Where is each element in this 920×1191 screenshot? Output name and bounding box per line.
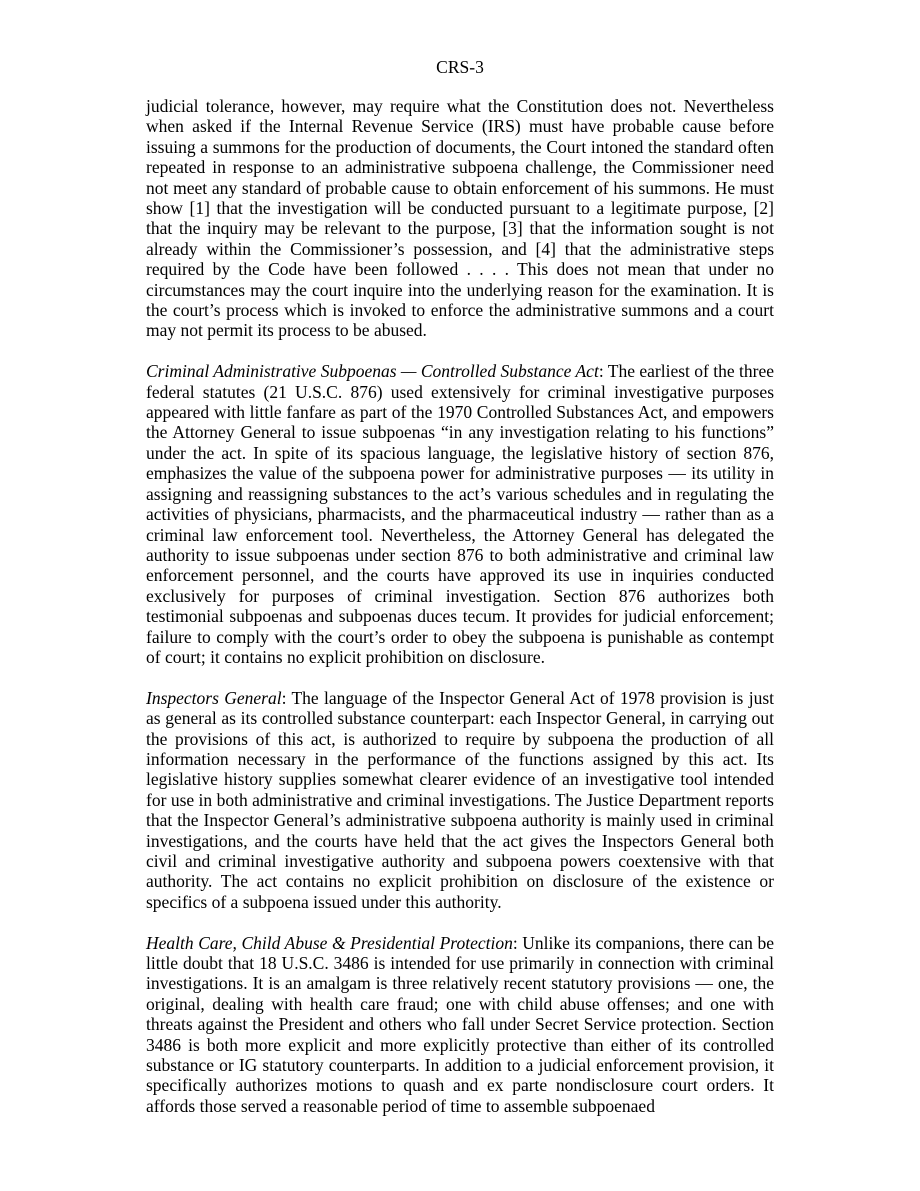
heading-colon: : (598, 361, 604, 382)
page-number-label: CRS-3 (436, 57, 484, 77)
paragraph-intro (146, 96, 774, 341)
section-heading: Health Care, Child Abuse & Presidential Protection (146, 932, 513, 953)
heading-colon: : (512, 932, 518, 953)
paragraph-health-care (146, 933, 774, 1117)
document-body (146, 96, 774, 1116)
page-header (0, 57, 920, 77)
paragraph-inspectors-general (146, 688, 774, 912)
paragraph-text: Unlike its companions, there can be little doubt that 18 U.S.C. 3486 is intended for use primarily in connection with criminal investigations. It is an amalgam is three relatively recent statutory provisions — one, the original, dealing with health care fraud; one with child abuse offenses; and one with threats against the President and others who fall under Secret Service protection. Section 3486 is both more explicit and more explicitly protective than either of its controlled substance or IG statutory counterparts. In addition to a judicial enforcement provision, it specifically authorizes motions to quash and ex parte nondisclosure court orders. It affords those served a reasonable period of time to assemble subpoenaed (146, 932, 775, 1116)
paragraph-text: judicial tolerance, however, may require what the Constitution does not. Nevertheless when asked if the Internal Revenue Service (IRS) must have probable cause before issuing a summons for the production of documents, the Court intoned the standard often repeated in response to an administrative subpoena challenge, the Commissioner need not meet any standard of probable cause to obtain enforcement of his summons. He must show [1] that the investigation will be conducted pursuant to a legitimate purpose, [2] that the inquiry may be relevant to the purpose, [3] that the information sought is not already within the Commissioner’s possession, and [4] that the administrative steps required by the Code have been followed . . . . This does not mean that under no circumstances may the court inquire into the underlying reason for the examination. It is the court’s process which is invoked to enforce the administrative summons and a court may not permit its process to be abused. (146, 96, 774, 341)
section-heading: Inspectors General (146, 687, 282, 708)
paragraph-text: The language of the Inspector General Act of 1978 provision is just as general as its controlled substance counterpart: each Inspector General, in carrying out the provisions of this act, is authorized to require by subpoena the production of all information necessary in the performance of the functions assigned by this act. Its legislative history supplies somewhat clearer evidence of an investigative tool intended for use in both administrative and criminal investigations. The Justice Department reports that the Inspector General’s administrative subpoena authority is mainly used in criminal investigations, and the courts have held that the act gives the Inspectors General both civil and criminal investigative authority and subpoena powers coextensive with that authority. The act contains no explicit prohibition on disclosure of the existence or specifics of a subpoena issued under this authority. (146, 687, 774, 912)
heading-colon: : (281, 687, 287, 708)
paragraph-text: The earliest of the three federal statutes (21 U.S.C. 876) used extensively for criminal investigative purposes appeared with little fanfare as part of the 1970 Controlled Substances Act, and empowers the Attorney General to issue subpoenas “in any investigation relating to his functions” under the act. In spite of its spacious language, the legislative history of section 876, emphasizes the value of the subpoena power for administrative purposes — its utility in assigning and reassigning substances to the act’s various schedules and in regulating the activities of physicians, pharmacists, and the pharmaceutical industry — rather than as a criminal law enforcement tool. Nevertheless, the Attorney General has delegated the authority to issue subpoenas under section 876 to both administrative and criminal law enforcement personnel, and the courts have approved its use in inquiries conducted exclusively for purposes of criminal investigation. Section 876 authorizes both testimonial subpoenas and subpoenas duces tecum. It provides for judicial enforcement; failure to comply with the court’s order to obey the subpoena is punishable as contempt of court; it contains no explicit prohibition on disclosure. (146, 361, 774, 667)
section-heading: Criminal Administrative Subpoenas — Controlled Substance Act (146, 361, 599, 382)
paragraph-controlled-substance-act (146, 361, 774, 667)
